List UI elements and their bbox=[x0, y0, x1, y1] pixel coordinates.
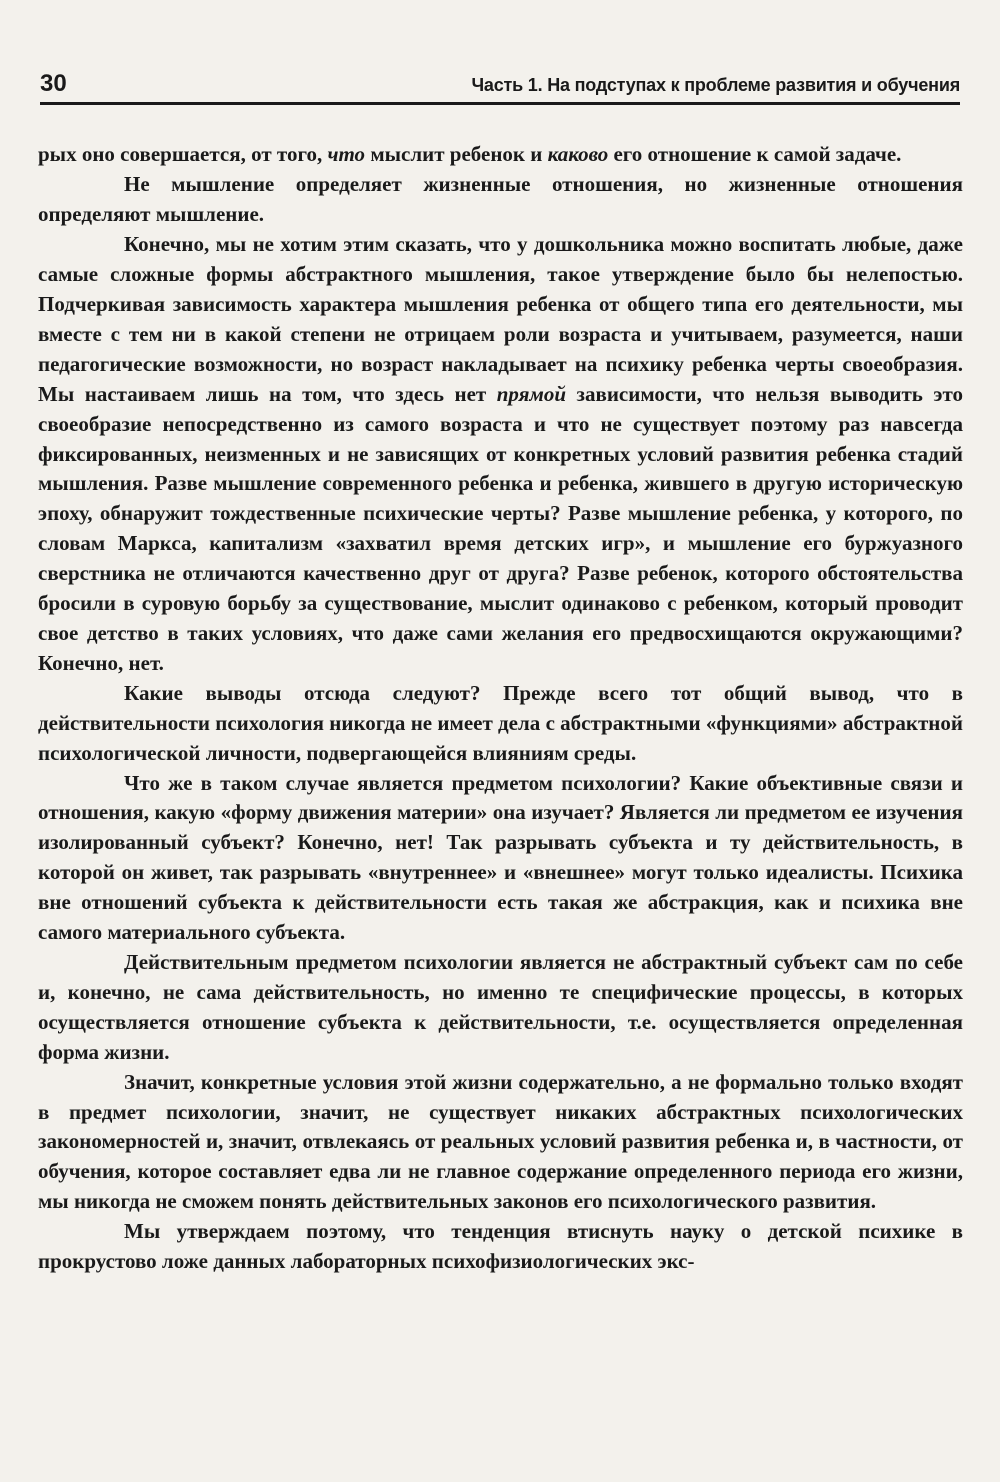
paragraph: рых оно совершается, от того, что мыслит ребенок и каково его отношение к самой задаче. bbox=[38, 142, 902, 166]
paragraph: Конечно, мы не хотим этим сказать, что у дошкольника можно воспитать любые, даже самые сложные формы абстрактного мышления, такое утверждение было бы нелепостью. Подчеркивая зависимость характера мышления ребенка от общего типа его деятельности, мы вместе с тем ни в какой степени не отрицаем роли возраста и учитываем, разумеется, наши педагогические возможности, но возраст накладывает на психику ребенка черты своеобразия. Мы настаиваем лишь на том, что здесь нет прямой зависимости, что нельзя выводить это своеобразие непосредственно из самого возраста и что не существует поэтому раз навсегда фиксированных, неизменных и не зависящих от конкретных условий развития ребенка стадий мышления. Разве мышление современного ребенка и ребенка, жившего в другую историческую эпоху, обнаружит тождественные психические черты? Разве мышление ребенка, у которого, по словам Маркса, капитализм «захватил время детских игр», и мышление его буржуазного сверстника не отличаются качественно друг от друга? Разве ребенок, которого обстоятельства бросили в суровую борьбу за существование, мыслит одинаково с ребенком, который проводит свое детство в таких условиях, что даже сами желания его предвосхищаются окружающими? Конечно, нет. bbox=[38, 232, 964, 675]
paragraph: Не мышление определяет жизненные отношения, но жизненные отношения определяют мышление. bbox=[38, 172, 963, 227]
paragraph: Какие выводы отсюда следуют? Прежде всего тот общий вывод, что в действительности психология никогда не имеет дела с абстрактными «функциями» абстрактной психологической личности, подвергающейся влияниям среды. bbox=[38, 680, 963, 765]
paragraph: Действительным предметом психологии является не абстрактный субъект сам по себе и, конечно, не сама действительность, но именно те специфические процессы, в которых осуществляется отношение субъекта к действительности, т.е. осуществляется определенная форма жизни. bbox=[38, 949, 963, 1064]
italic-emphasis: прямой bbox=[496, 381, 567, 406]
running-title: Часть 1. На подступах к проблеме развития и обучения bbox=[471, 75, 960, 95]
italic-emphasis: каково bbox=[547, 142, 609, 166]
page-number: 30 bbox=[40, 70, 67, 97]
body-text bbox=[38, 140, 963, 1277]
italic-emphasis: что bbox=[327, 142, 366, 166]
paragraph: Мы утверждаем поэтому, что тенденция втиснуть науку о детской психике в прокрустово ложе данных лабораторных психофизиологических экс- bbox=[38, 1219, 963, 1274]
page-header bbox=[40, 66, 960, 105]
paragraph: Значит, конкретные условия этой жизни содержательно, а не формально только входят в предмет психологии, значит, не существует никаких абстрактных психологических закономерностей и, значит, отвлекаясь от реальных условий развития ребенка и, в частности, от обучения, которое составляет едва ли не главное содержание определенного периода его жизни, мы никогда не сможем понять действительных законов его психологического развития. bbox=[38, 1069, 963, 1214]
paragraph: Что же в таком случае является предметом психологии? Какие объективные связи и отношения, какую «форму движения материи» она изучает? Является ли предметом ее изучения изолированный субъект? Конечно, нет! Так разрывать субъекта и ту действительность, в которой он живет, так разрывать «внутреннее» и «внешнее» могут только идеалисты. Психика вне отношений субъекта к действительности есть такая же абстракция, как и психика вне самого материального субъекта. bbox=[38, 770, 963, 945]
